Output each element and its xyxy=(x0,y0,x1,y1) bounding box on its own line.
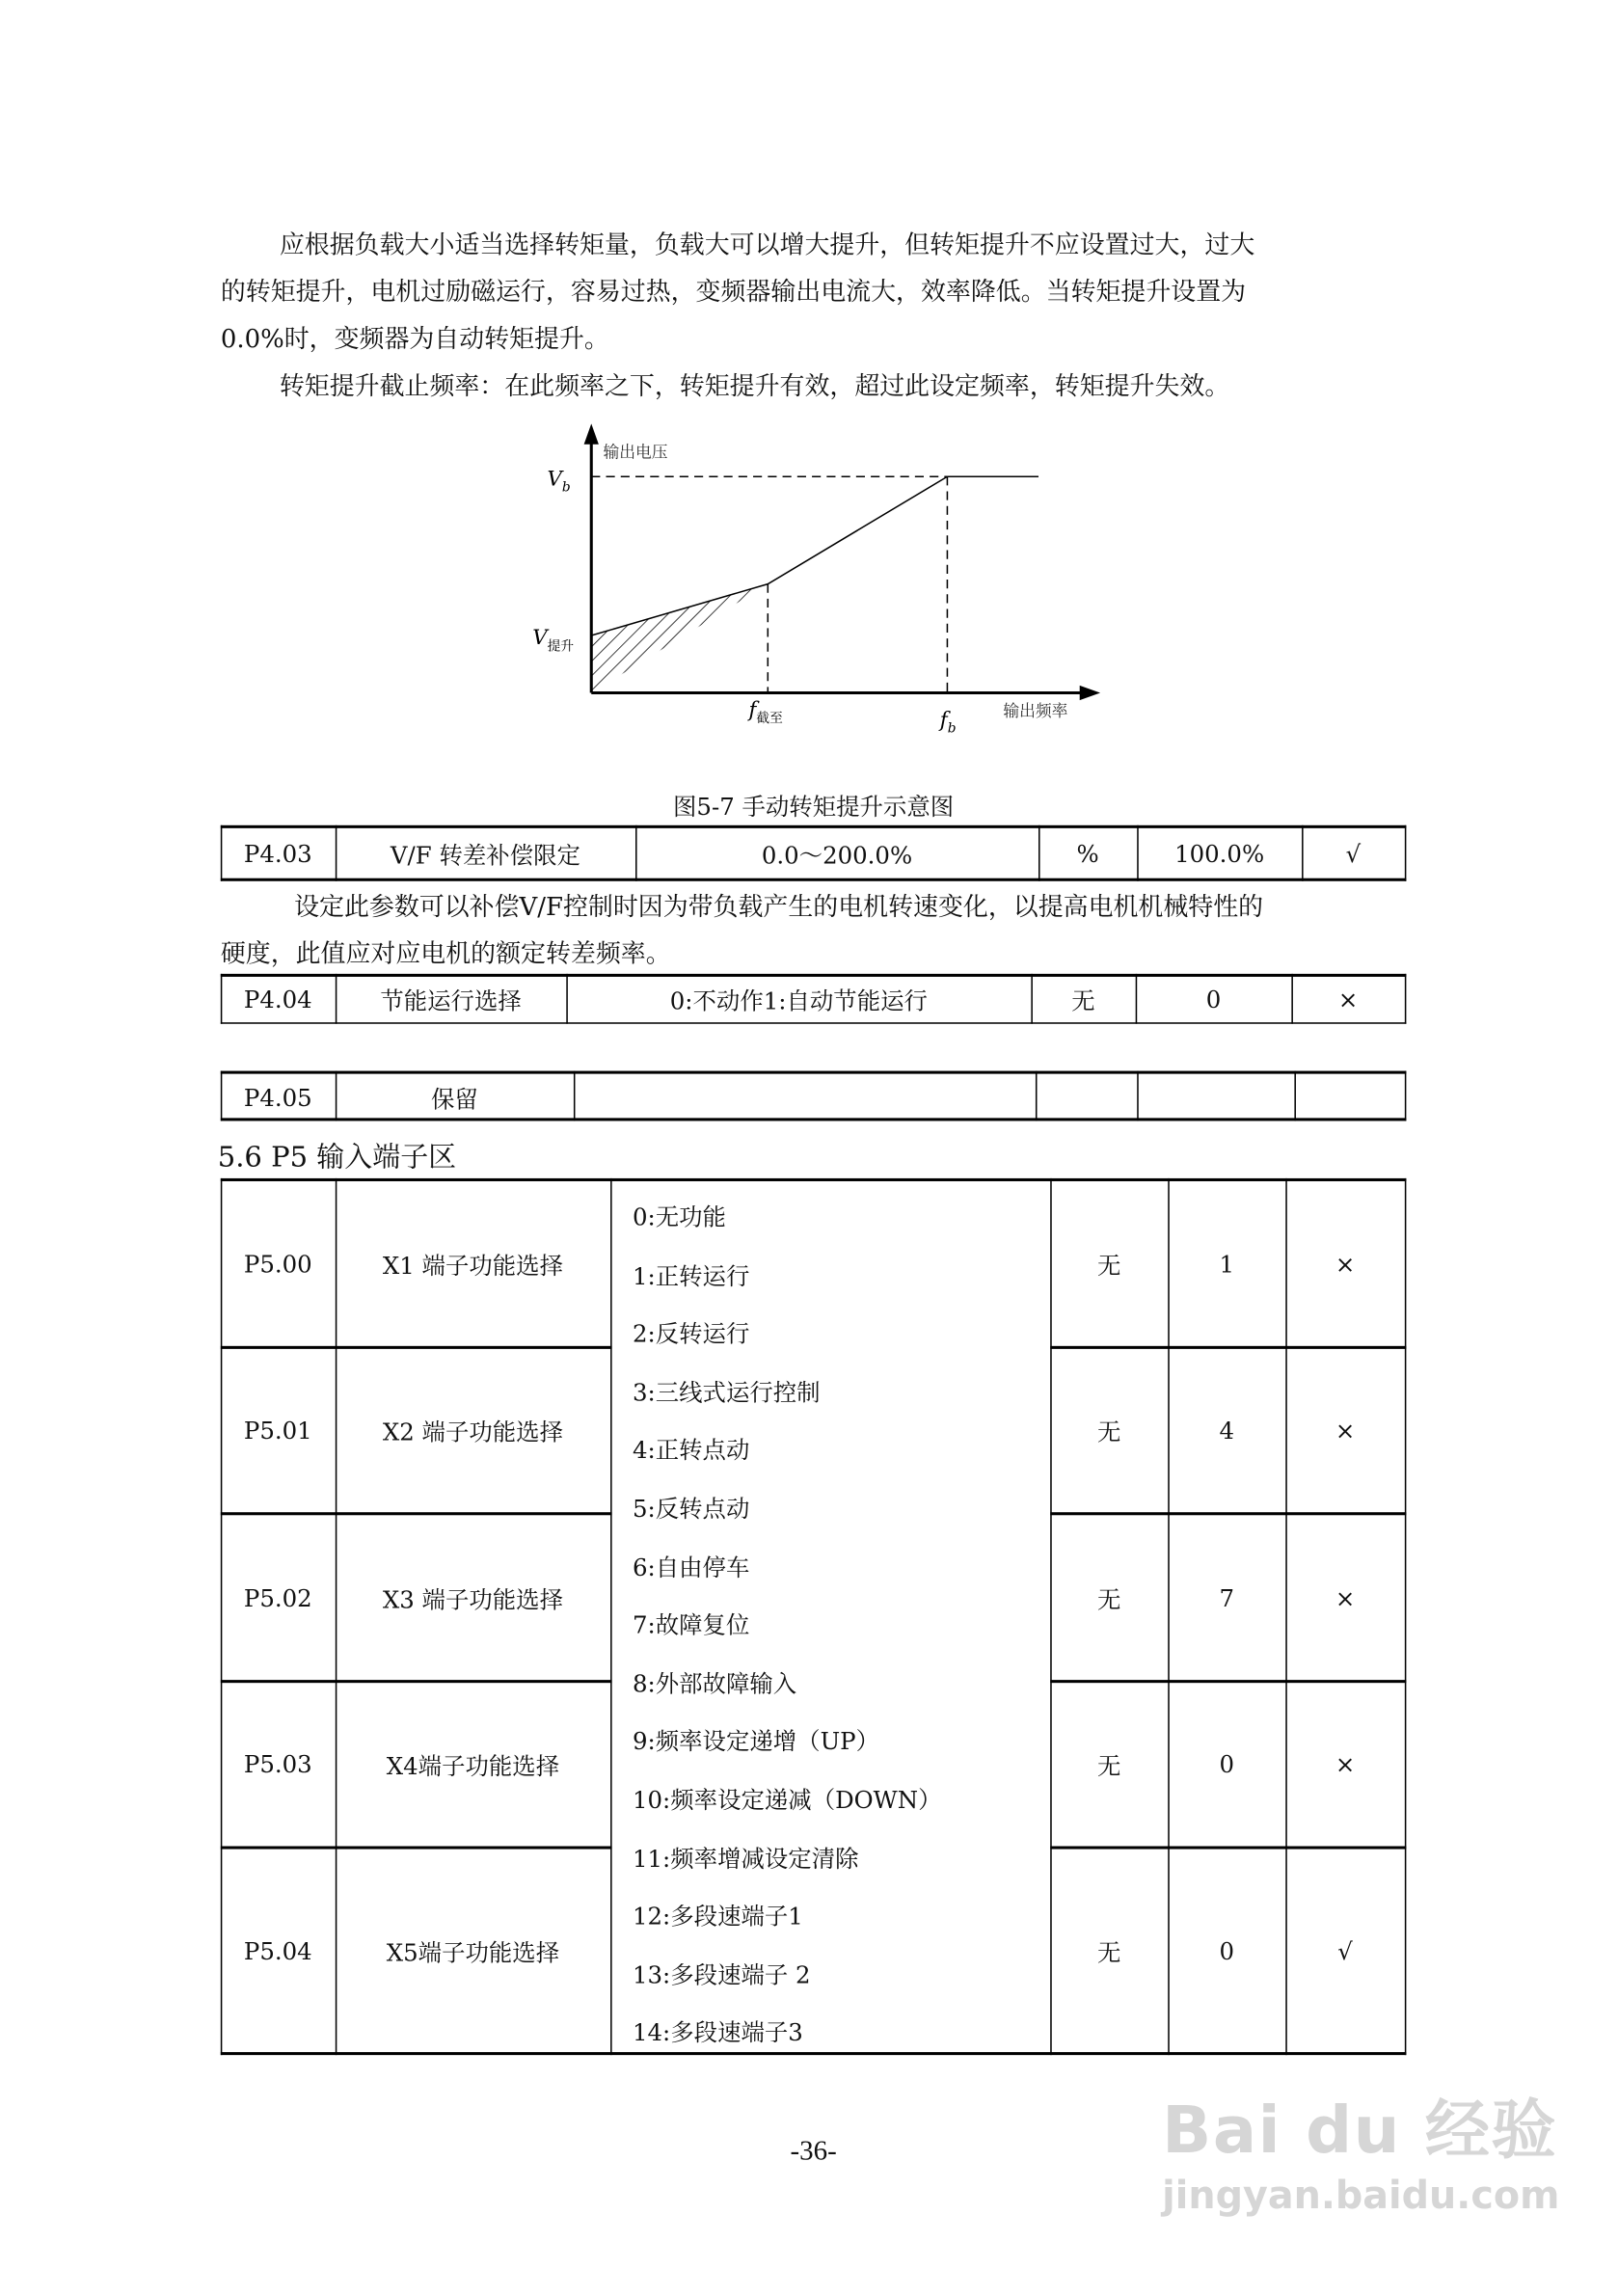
param-modify: × xyxy=(1335,1417,1356,1445)
param-name: 节能运行选择 xyxy=(380,986,522,1014)
function-option: 6:自由停车 xyxy=(632,1553,750,1581)
param-unit: 无 xyxy=(1096,1584,1121,1613)
param-name: X1 端子功能选择 xyxy=(382,1251,564,1280)
param-unit: 无 xyxy=(1096,1418,1121,1446)
function-option: 14:多段速端子3 xyxy=(632,2018,803,2047)
param-name: V/F 转差补偿限定 xyxy=(390,840,580,869)
intro-line-4: 转矩提升截止频率：在此频率之下，转矩提升有效，超过此设定频率，转矩提升失效。 xyxy=(279,371,1230,402)
fcut-label: $f_{截至}$ xyxy=(748,697,783,727)
param-unit: 无 xyxy=(1096,1751,1121,1780)
function-option: 3:三线式运行控制 xyxy=(632,1378,821,1407)
x-axis-arrow xyxy=(1080,686,1100,700)
param-code: P4.04 xyxy=(243,985,312,1013)
param-unit: 无 xyxy=(1071,986,1095,1014)
y-axis-label: 输出电压 xyxy=(603,442,668,462)
p403-desc-line-1: 设定此参数可以补偿V/F控制时因为带负载产生的电机转速变化，以提高电机机械特性的 xyxy=(294,892,1264,923)
param-code: P5.00 xyxy=(243,1249,312,1278)
param-unit: % xyxy=(1076,839,1099,868)
param-range: 0.0～200.0% xyxy=(761,840,913,869)
param-default: 0 xyxy=(1219,1750,1235,1779)
param-name: 保留 xyxy=(430,1085,478,1114)
param-code: P5.02 xyxy=(243,1583,312,1612)
fb-label: $f_b$ xyxy=(939,708,957,737)
intro-line-2: 的转矩提升，电机过励磁运行，容易过热，变频器输出电流大，效率降低。当转矩提升设置为 xyxy=(220,278,1247,308)
param-unit: 无 xyxy=(1096,1937,1121,1966)
function-option: 2:反转运行 xyxy=(632,1319,750,1348)
param-unit: 无 xyxy=(1096,1251,1121,1280)
param-default: 4 xyxy=(1219,1417,1235,1445)
function-option: 12:多段速端子1 xyxy=(632,1902,803,1931)
figure-caption: 图5-7 手动转矩提升示意图 xyxy=(673,793,955,822)
function-option: 11:频率增减设定清除 xyxy=(632,1844,859,1873)
function-option: 13:多段速端子 2 xyxy=(632,1960,811,1989)
vboost-label: $V_{提升}$ xyxy=(532,626,575,655)
param-name: X4端子功能选择 xyxy=(386,1751,560,1780)
x-axis-label: 输出频率 xyxy=(1003,700,1068,720)
param-default: 0 xyxy=(1205,985,1222,1013)
param-name: X2 端子功能选择 xyxy=(382,1418,564,1446)
param-default: 7 xyxy=(1219,1583,1235,1612)
param-code: P5.03 xyxy=(243,1750,312,1779)
param-modify: × xyxy=(1337,985,1359,1013)
function-option: 7:故障复位 xyxy=(632,1610,750,1639)
param-code: P5.01 xyxy=(243,1417,312,1445)
p403-desc-line-2: 硬度，此值应对应电机的额定转差频率。 xyxy=(220,939,671,970)
param-default: 100.0% xyxy=(1174,839,1265,868)
param-default: 0 xyxy=(1219,1936,1235,1965)
intro-line-3: 0.0%时，变频器为自动转矩提升。 xyxy=(220,325,609,355)
function-option: 1:正转运行 xyxy=(632,1261,750,1290)
function-option: 9:频率设定递增（UP） xyxy=(632,1727,879,1756)
param-range: 0:不动作1:自动节能运行 xyxy=(669,986,928,1014)
y-axis-arrow xyxy=(584,423,599,444)
param-modify: × xyxy=(1335,1249,1356,1278)
function-option: 10:频率设定递减（DOWN） xyxy=(632,1785,942,1814)
param-modify: × xyxy=(1335,1750,1356,1779)
watermark-url: jingyan.baidu.com xyxy=(1162,2174,1560,2219)
param-default: 1 xyxy=(1219,1249,1235,1278)
param-name: X5端子功能选择 xyxy=(386,1937,560,1966)
torque-boost-diagram xyxy=(500,412,1119,750)
param-code: P4.05 xyxy=(243,1083,312,1112)
function-option: 4:正转点动 xyxy=(632,1436,750,1465)
vf-curve xyxy=(591,476,947,635)
param-modify: × xyxy=(1335,1583,1356,1612)
page-number: -36- xyxy=(790,2136,837,2168)
section-title: 5.6 P5 输入端子区 xyxy=(217,1141,457,1175)
param-name: X3 端子功能选择 xyxy=(382,1584,564,1613)
vb-label: $V_b$ xyxy=(547,467,571,496)
function-option: 0:无功能 xyxy=(632,1202,726,1231)
param-modify: √ xyxy=(1337,1936,1353,1965)
watermark-brand: Bai du 经验 xyxy=(1162,2093,1558,2169)
boost-hatched-area xyxy=(591,584,768,693)
function-option: 5:反转点动 xyxy=(632,1494,750,1523)
intro-line-1: 应根据负载大小适当选择转矩量，负载大可以增大提升，但转矩提升不应设置过大，过大 xyxy=(279,230,1255,261)
param-code: P4.03 xyxy=(243,839,312,868)
param-code: P5.04 xyxy=(243,1936,312,1965)
function-option: 8:外部故障输入 xyxy=(632,1669,797,1698)
param-modify: √ xyxy=(1345,839,1362,868)
